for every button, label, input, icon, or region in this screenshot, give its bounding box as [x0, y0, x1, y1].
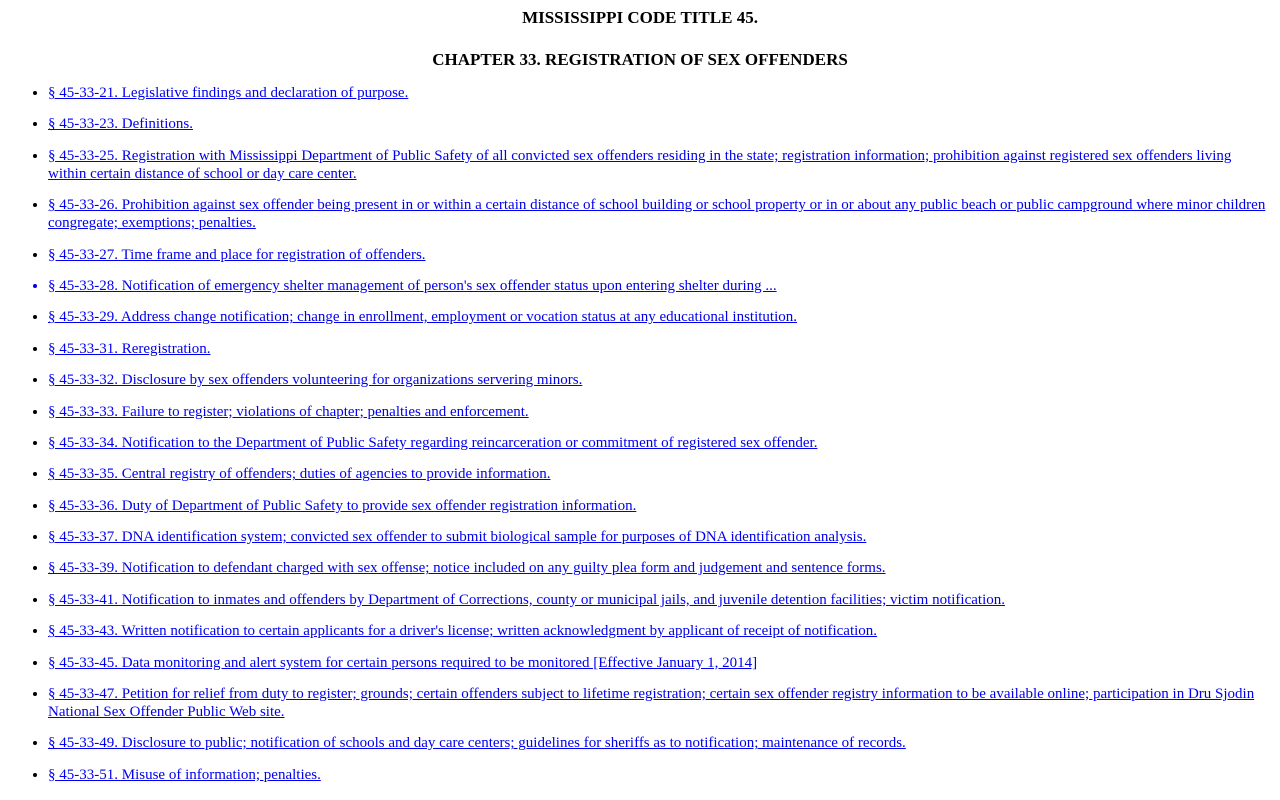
section-link-45-33-37[interactable]: § 45-33-37. DNA identification system; convicted sex offender to submit biological sample for purposes of DNA identification analysis. — [48, 529, 867, 546]
list-item — [48, 497, 1272, 515]
list-item — [48, 196, 1272, 232]
section-link-45-33-31[interactable]: § 45-33-31. Reregistration. — [48, 340, 211, 357]
section-link-45-33-21[interactable]: § 45-33-21. Legislative findings and declaration of purpose. — [48, 85, 409, 101]
chapter-title: CHAPTER 33. REGISTRATION OF SEX OFFENDERS — [432, 50, 848, 69]
section-link-45-33-43[interactable]: § 45-33-43. Written notification to certain applicants for a driver's license; written acknowledgment by applicant of receipt of notification. — [48, 623, 878, 640]
section-link-45-33-28[interactable]: § 45-33-28. Notification of emergency shelter management of person's sex offender status upon entering shelter during ... — [48, 277, 777, 294]
section-link-45-33-51[interactable]: § 45-33-51. Misuse of information; penalties. — [48, 766, 321, 783]
list-item — [48, 308, 1272, 326]
list-item — [48, 403, 1272, 421]
section-link-45-33-35[interactable]: § 45-33-35. Central registry of offenders; duties of agencies to provide information. — [48, 466, 551, 483]
section-link-45-33-26[interactable]: § 45-33-26. Prohibition against sex offender being present in or within a certain distance of school building or school property or in or about any public beach or public campground where minor children congregate; exemptions; penalties. — [48, 197, 1266, 232]
section-link-45-33-47[interactable]: § 45-33-47. Petition for relief from duty to register; grounds; certain offenders subject to lifetime registration; certain sex offender registry information to be available online; participation in Dru Sjodin National Sex Offender Public Web site. — [48, 686, 1255, 721]
list-item — [48, 685, 1272, 721]
section-link-45-33-23[interactable]: § 45-33-23. Definitions. — [48, 116, 193, 133]
list-item — [48, 465, 1272, 483]
list-item — [48, 84, 1272, 102]
section-link-45-33-34[interactable]: § 45-33-34. Notification to the Department of Public Safety regarding reincarceration or commitment of registered sex offender. — [48, 434, 818, 451]
section-link-45-33-41[interactable]: § 45-33-41. Notification to inmates and offenders by Department of Corrections, county or municipal jails, and juvenile detention facilities; victim notification. — [48, 591, 1005, 608]
section-link-45-33-29[interactable]: § 45-33-29. Address change notification; change in enrollment, employment or vocation status at any educational institution. — [48, 309, 797, 326]
list-item — [48, 559, 1272, 577]
list-item — [48, 734, 1272, 752]
list-item — [48, 246, 1272, 264]
section-list — [8, 84, 1272, 784]
list-item — [48, 371, 1272, 389]
list-item — [48, 591, 1272, 609]
list-item — [48, 654, 1272, 672]
section-link-45-33-36[interactable]: § 45-33-36. Duty of Department of Public Safety to provide sex offender registration information. — [48, 497, 637, 514]
list-item — [48, 115, 1272, 133]
section-link-45-33-33[interactable]: § 45-33-33. Failure to register; violations of chapter; penalties and enforcement. — [48, 403, 529, 420]
list-item — [48, 340, 1272, 358]
section-link-45-33-25[interactable]: § 45-33-25. Registration with Mississippi Department of Public Safety of all convicted sex offenders residing in the state; registration information; prohibition against registered sex offenders living within certain distance of school or day care center. — [48, 147, 1232, 182]
section-link-45-33-32[interactable]: § 45-33-32. Disclosure by sex offenders volunteering for organizations servering minors. — [48, 372, 583, 389]
list-item — [48, 434, 1272, 452]
list-item — [48, 277, 1272, 295]
section-link-45-33-45[interactable]: § 45-33-45. Data monitoring and alert system for certain persons required to be monitored [Effective January 1, 2014] — [48, 654, 758, 671]
section-link-45-33-49[interactable]: § 45-33-49. Disclosure to public; notification of schools and day care centers; guidelines for sheriffs as to notification; maintenance of records. — [48, 735, 906, 752]
list-item — [48, 766, 1272, 784]
list-item — [48, 528, 1272, 546]
section-link-45-33-27[interactable]: § 45-33-27. Time frame and place for registration of offenders. — [48, 246, 426, 263]
list-item — [48, 147, 1272, 183]
section-link-45-33-39[interactable]: § 45-33-39. Notification to defendant charged with sex offense; notice included on any guilty plea form and judgement and sentence forms. — [48, 560, 886, 577]
list-item — [48, 622, 1272, 640]
page — [0, 8, 1280, 800]
page-title: MISSISSIPPI CODE TITLE 45. — [522, 8, 758, 27]
